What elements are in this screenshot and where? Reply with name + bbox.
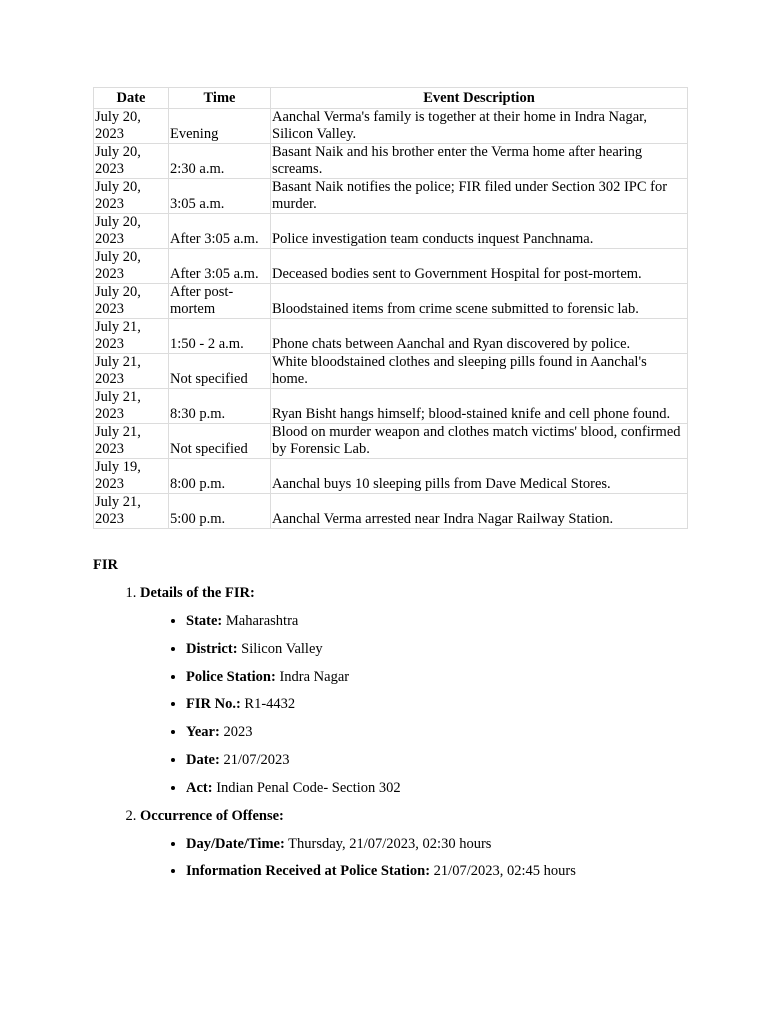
- cell-time: 1:50 - 2 a.m.: [169, 319, 271, 354]
- cell-date: July 21, 2023: [94, 319, 169, 354]
- cell-date: July 20, 2023: [94, 249, 169, 284]
- cell-time: After post-mortem: [169, 284, 271, 319]
- event-timeline-table: [93, 87, 688, 529]
- cell-event-description: Ryan Bisht hangs himself; blood-stained knife and cell phone found.: [271, 389, 688, 424]
- cell-event-description: Blood on murder weapon and clothes match victims' blood, confirmed by Forensic Lab.: [271, 424, 688, 459]
- cell-time: After 3:05 a.m.: [169, 249, 271, 284]
- cell-time: 5:00 p.m.: [169, 494, 271, 529]
- fir-detail-value: Indra Nagar: [275, 668, 350, 685]
- table-row: [94, 319, 688, 354]
- fir-detail-key: Police Station:: [186, 668, 276, 685]
- table-row: [94, 144, 688, 179]
- cell-time: Not specified: [169, 354, 271, 389]
- table-row: [94, 459, 688, 494]
- fir-detail-list: [140, 611, 687, 798]
- cell-event-description: Aanchal Verma arrested near Indra Nagar Railway Station.: [271, 494, 688, 529]
- cell-date: July 20, 2023: [94, 214, 169, 249]
- fir-detail-key: FIR No.:: [186, 696, 241, 713]
- fir-detail-key: Information Received at Police Station:: [186, 863, 431, 880]
- fir-detail-item: [186, 722, 687, 742]
- table-header-row: [94, 88, 688, 109]
- cell-date: July 20, 2023: [94, 284, 169, 319]
- cell-event-description: Aanchal Verma's family is together at their home in Indra Nagar, Silicon Valley.: [271, 109, 688, 144]
- header-time: Time: [169, 88, 271, 109]
- cell-time: 2:30 a.m.: [169, 144, 271, 179]
- table-row: [94, 284, 688, 319]
- document-page: [93, 87, 687, 889]
- cell-event-description: Basant Naik and his brother enter the Verma home after hearing screams.: [271, 144, 688, 179]
- cell-time: Not specified: [169, 424, 271, 459]
- fir-detail-list: [140, 834, 687, 882]
- header-event-description: Event Description: [271, 88, 688, 109]
- cell-event-description: Bloodstained items from crime scene submitted to forensic lab.: [271, 284, 688, 319]
- cell-time: Evening: [169, 109, 271, 144]
- cell-date: July 20, 2023: [94, 144, 169, 179]
- fir-detail-key: Day/Date/Time:: [186, 835, 285, 852]
- fir-detail-item: [186, 750, 687, 770]
- table-row: [94, 389, 688, 424]
- cell-event-description: Basant Naik notifies the police; FIR filed under Section 302 IPC for murder.: [271, 179, 688, 214]
- fir-detail-value: 21/07/2023: [219, 751, 290, 768]
- fir-section-item: [140, 583, 687, 798]
- fir-detail-value: Indian Penal Code- Section 302: [212, 779, 401, 796]
- fir-section-item: [140, 806, 687, 882]
- cell-event-description: Phone chats between Aanchal and Ryan discovered by police.: [271, 319, 688, 354]
- cell-date: July 20, 2023: [94, 179, 169, 214]
- cell-event-description: Aanchal buys 10 sleeping pills from Dave Medical Stores.: [271, 459, 688, 494]
- table-row: [94, 424, 688, 459]
- cell-time: 8:00 p.m.: [169, 459, 271, 494]
- fir-detail-key: Year:: [186, 724, 220, 741]
- cell-date: July 21, 2023: [94, 354, 169, 389]
- header-date: Date: [94, 88, 169, 109]
- cell-time: 3:05 a.m.: [169, 179, 271, 214]
- table-row: [94, 249, 688, 284]
- fir-detail-key: Date:: [186, 751, 220, 768]
- fir-detail-value: Maharashtra: [222, 613, 299, 629]
- cell-date: July 21, 2023: [94, 494, 169, 529]
- fir-section-heading: Details of the FIR:: [140, 585, 255, 601]
- fir-detail-key: Act:: [186, 779, 213, 796]
- fir-detail-value: 21/07/2023, 02:45 hours: [430, 863, 576, 880]
- fir-detail-value: Thursday, 21/07/2023, 02:30 hours: [284, 835, 492, 852]
- cell-date: July 21, 2023: [94, 424, 169, 459]
- fir-detail-item: [186, 861, 687, 881]
- fir-detail-item: [186, 694, 687, 714]
- table-row: [94, 354, 688, 389]
- table-row: [94, 494, 688, 529]
- table-row: [94, 109, 688, 144]
- fir-section-heading: Occurrence of Offense:: [140, 807, 284, 824]
- fir-section-title: FIR: [93, 557, 118, 573]
- fir-detail-value: Silicon Valley: [237, 640, 323, 657]
- cell-event-description: Deceased bodies sent to Government Hospital for post-mortem.: [271, 249, 688, 284]
- fir-detail-item: [186, 778, 687, 798]
- fir-detail-value: R1-4432: [240, 696, 296, 713]
- cell-date: July 21, 2023: [94, 389, 169, 424]
- cell-event-description: White bloodstained clothes and sleeping pills found in Aanchal's home.: [271, 354, 688, 389]
- fir-detail-item: [186, 639, 687, 659]
- table-row: [94, 179, 688, 214]
- cell-time: After 3:05 a.m.: [169, 214, 271, 249]
- cell-time: 8:30 p.m.: [169, 389, 271, 424]
- table-body: [94, 109, 688, 529]
- fir-detail-item: [186, 667, 687, 687]
- fir-detail-key: District:: [186, 640, 238, 657]
- fir-detail-item: [186, 834, 687, 854]
- cell-date: July 19, 2023: [94, 459, 169, 494]
- fir-detail-key: State:: [186, 613, 223, 629]
- fir-detail-value: 2023: [219, 724, 253, 741]
- cell-event-description: Police investigation team conducts inquest Panchnama.: [271, 214, 688, 249]
- fir-section-list: [93, 583, 687, 881]
- cell-date: July 20, 2023: [94, 109, 169, 144]
- table-row: [94, 214, 688, 249]
- fir-detail-item: [186, 611, 687, 631]
